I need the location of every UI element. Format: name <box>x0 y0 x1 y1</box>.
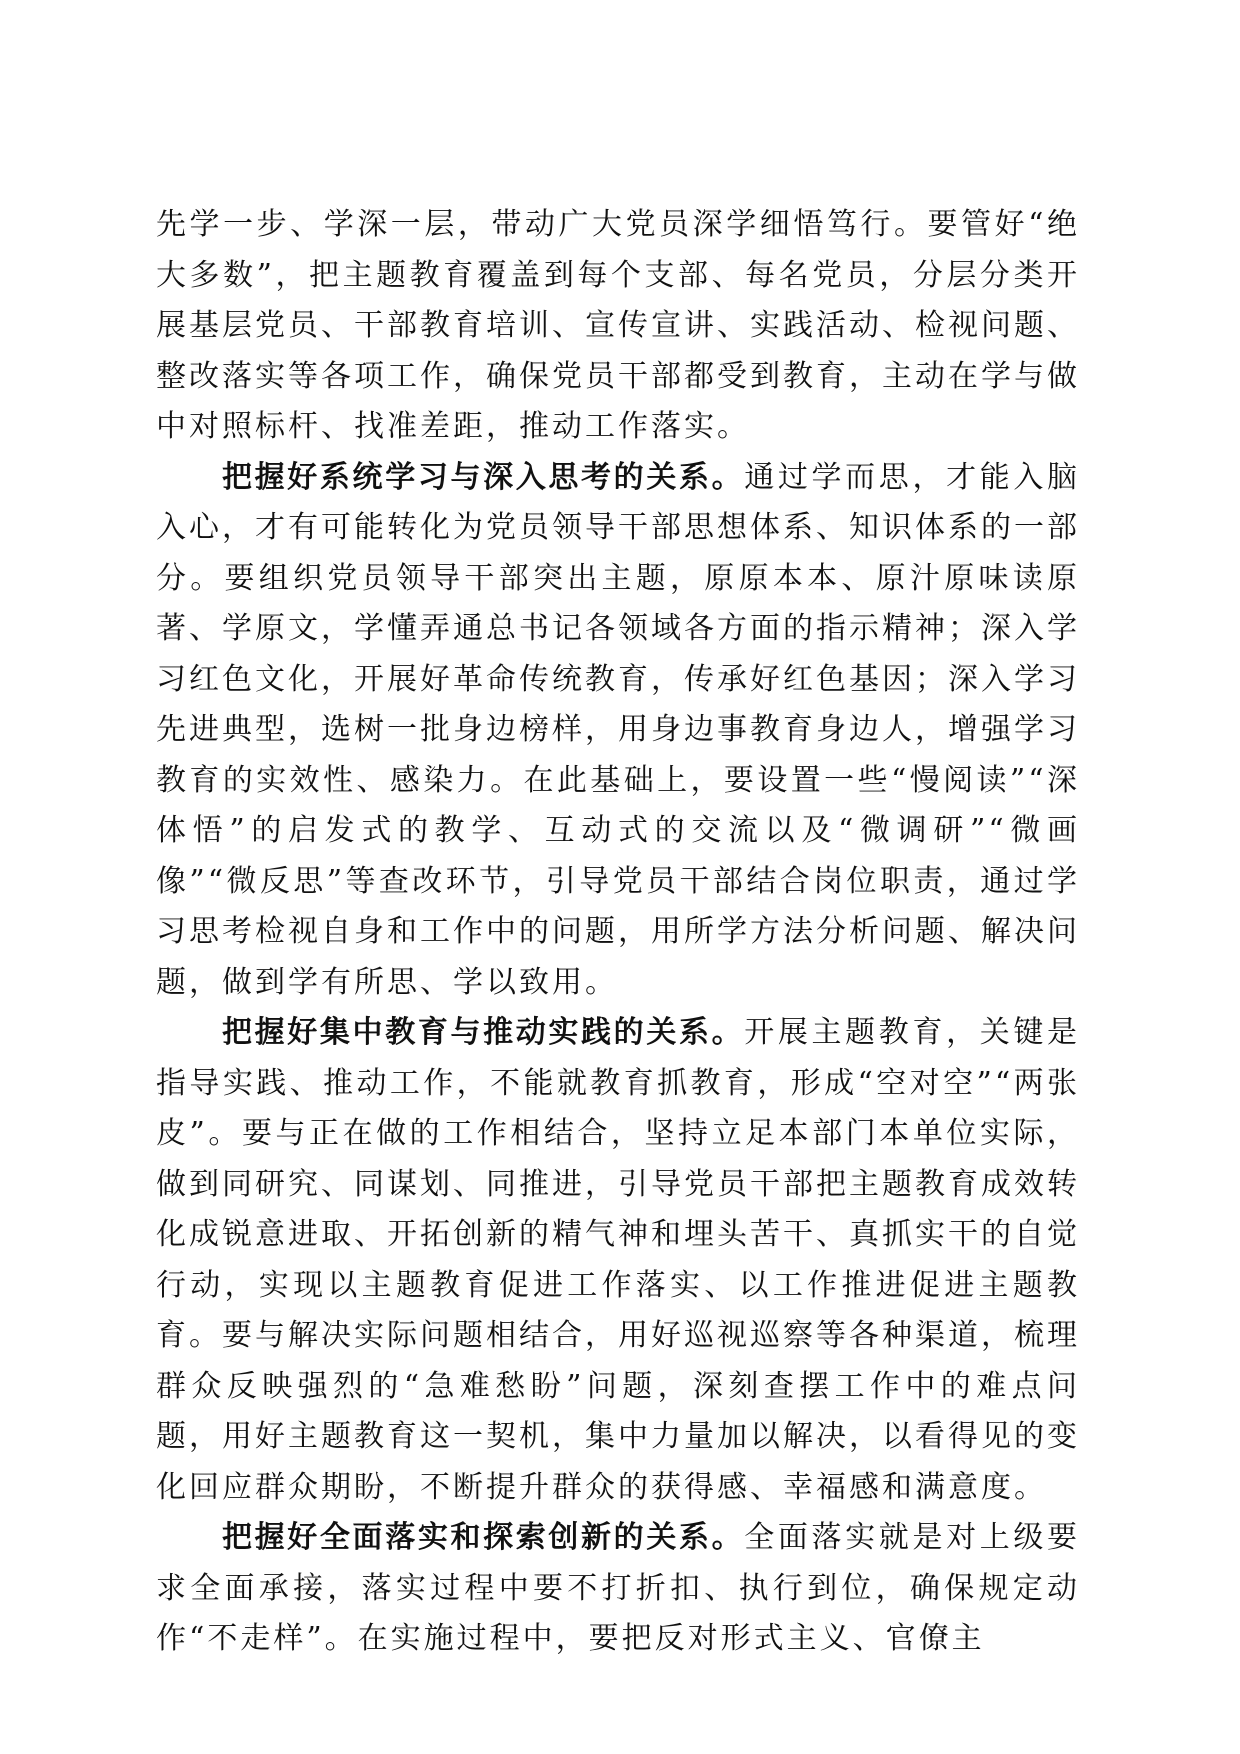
paragraph-text: 通过学而思，才能入脑入心，才有可能转化为党员领导干部思想体系、知识体系的一部分。要组织党员领导干部突出主题，原原本本、原汁原味读原著、学原文，学懂弄通总书记各领域各方面的指示精神；深入学习红色文化，开展好革命传统教育，传承好红色基因；深入学习先进典型，选树一批身边榜样，用身边事教育身边人，增强学习教育的实效性、感染力。在此基础上，要设置一些“慢阅读”“深体悟”的启发式的教学、互动式的交流以及“微调研”“微画像”“微反思”等查改环节，引导党员干部结合岗位职责，通过学习思考检视自身和工作中的问题，用所学方法分析问题、解决问题，做到学有所思、学以致用。 <box>156 459 1081 1000</box>
paragraph-heading: 把握好集中教育与推动实践的关系。 <box>222 1015 745 1050</box>
paragraph-systematic-study <box>156 453 1080 1009</box>
paragraph-heading: 把握好全面落实和探索创新的关系。 <box>222 1520 745 1555</box>
paragraph-practice <box>156 1008 1080 1513</box>
paragraph-text: 全面落实就是对上级要求全面承接，落实过程中要不打折扣、执行到位，确保规定动作“不走样”。在实施过程中，要把反对形式主义、官僚主 <box>156 1520 1081 1656</box>
paragraph-innovation <box>156 1513 1080 1665</box>
document-body <box>156 200 1080 1665</box>
paragraph-text: 先学一步、学深一层，带动广大党员深学细悟笃行。要管好“绝大多数”，把主题教育覆盖到每个支部、每名党员，分层分类开展基层党员、干部教育培训、宣传宣讲、实践活动、检视问题、整改落实等各项工作，确保党员干部都受到教育，主动在学与做中对照标杆、找准差距，推动工作落实。 <box>156 207 1080 444</box>
paragraph-text: 开展主题教育，关键是指导实践、推动工作，不能就教育抓教育，形成“空对空”“两张皮”。要与正在做的工作相结合，坚持立足本部门本单位实际，做到同研究、同谋划、同推进，引导党员干部把主题教育成效转化成锐意进取、开拓创新的精气神和埋头苦干、真抓实干的自觉行动，实现以主题教育促进工作落实、以工作推进促进主题教育。要与解决实际问题相结合，用好巡视巡察等各种渠道，梳理群众反映强烈的“急难愁盼”问题，深刻查摆工作中的难点问题，用好主题教育这一契机，集中力量加以解决，以看得见的变化回应群众期盼，不断提升群众的获得感、幸福感和满意度。 <box>156 1015 1081 1505</box>
paragraph-heading: 把握好系统学习与深入思考的关系。 <box>222 459 745 495</box>
paragraph-continuation <box>156 200 1080 453</box>
